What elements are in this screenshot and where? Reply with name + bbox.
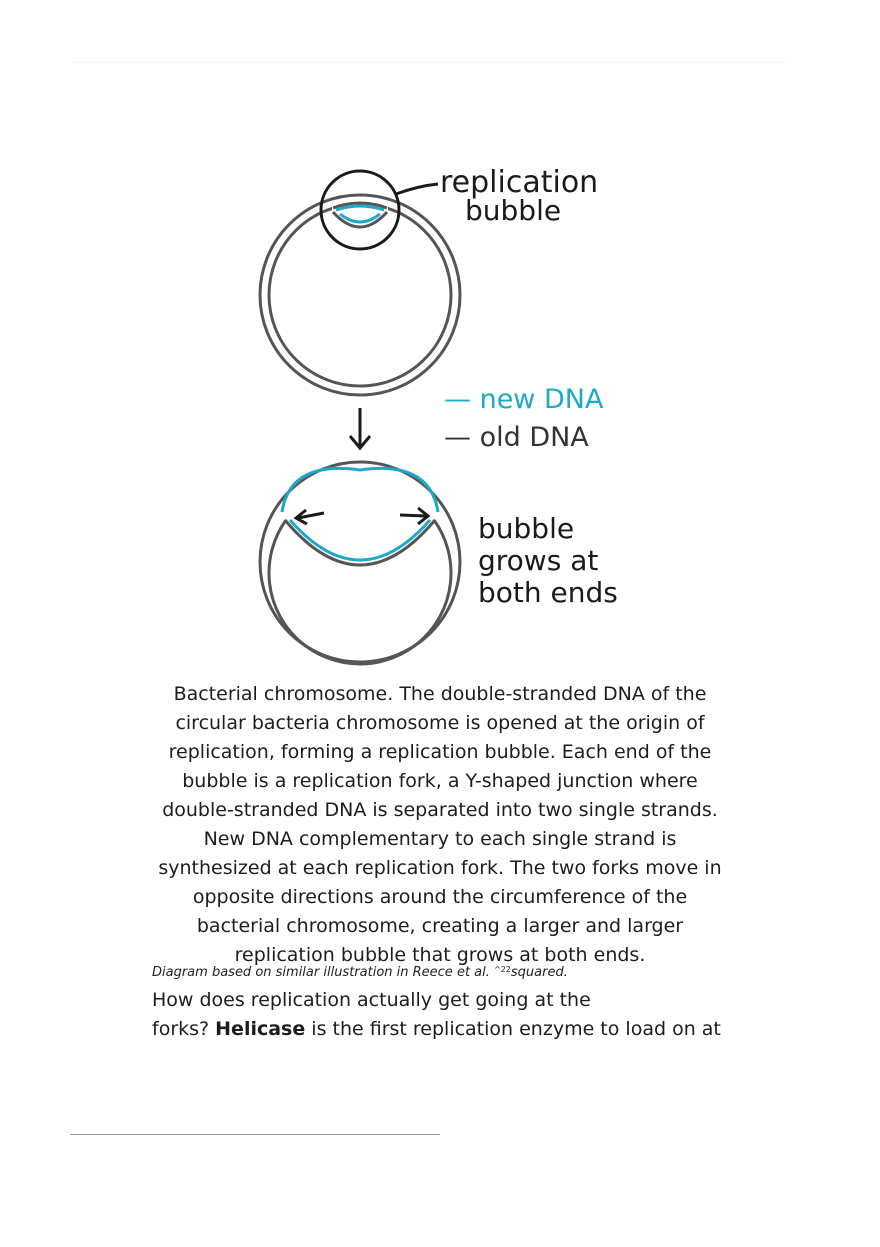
replication-diagram-svg — [240, 160, 660, 670]
helicase-term: Helicase — [215, 1018, 306, 1040]
label-bubble: bubble — [465, 194, 562, 227]
legend-new-dna: — new DNA — [444, 384, 604, 415]
credit-tail: squared. — [510, 965, 568, 980]
top-chromosome — [260, 171, 460, 395]
credit-footnote-ref[interactable]: ^22 — [494, 965, 511, 974]
replication-diagram — [240, 160, 660, 670]
body-paragraph — [152, 986, 752, 1044]
body-line-2-prefix: forks? — [152, 1018, 216, 1040]
bottom-chromosome — [260, 462, 460, 664]
figure-caption: Bacterial chromosome. The double-stranded DNA of the circular bacteria chromosome is opened at the origin of replication, forming a replication bubble. Each end of the bubble is a replication fork, a Y-shaped junction where double-stranded DNA is separated into two single strands. New DNA complementary to each single strand is synthesized at each replication fork. The two forks move in opposite directions around the circumference of the bacterial chromosome, creating a larger and larger replication bubble that grows at both ends. — [158, 683, 722, 966]
left-arrow-icon — [296, 510, 324, 524]
label-grows-1: bubble — [478, 512, 575, 545]
body-line-2-rest: is the first replication enzyme to load on at — [305, 1018, 721, 1040]
footnote-rule — [70, 1134, 440, 1135]
credit-text: Diagram based on similar illustration in Reece et al. — [152, 965, 495, 980]
legend-old-dna: — old DNA — [444, 422, 589, 453]
label-grows-2: grows at — [478, 544, 599, 577]
label-replication: replication — [440, 165, 599, 200]
label-grows-3: both ends — [478, 576, 618, 609]
down-arrow-icon — [350, 408, 370, 448]
figure-credit — [152, 965, 752, 980]
body-line-1: How does replication actually get going at the — [152, 989, 591, 1011]
page-top-rule — [70, 62, 790, 63]
body-line-2 — [152, 1015, 752, 1044]
right-arrow-icon — [400, 508, 428, 524]
